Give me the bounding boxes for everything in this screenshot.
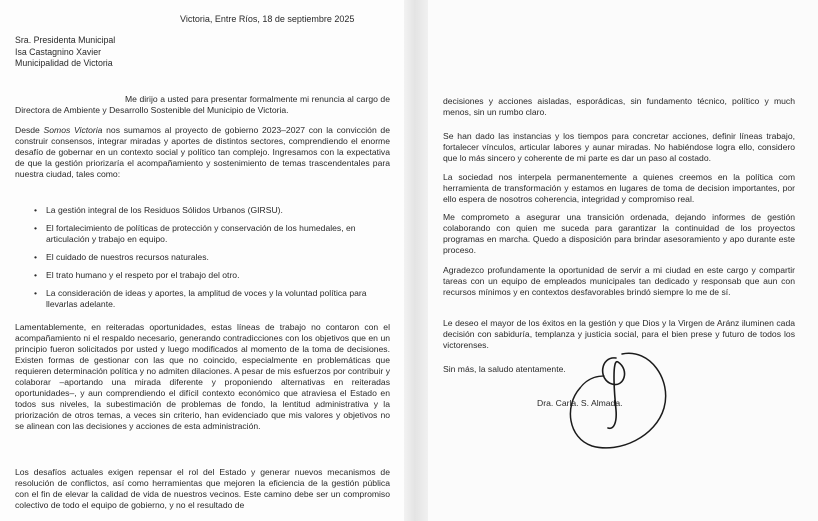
paragraph-decisiones: decisiones y acciones aisladas, esporádicas, sin fundamento técnico, político y much menos, sin un rumbo claro.	[443, 96, 795, 117]
dateline: Victoria, Entre Ríos, 18 de septiembre 2025	[180, 14, 355, 24]
paragraph-desafios: Los desafíos actuales exigen repensar el rol del Estado y generar nuevos mecanismos de resolución de conflictos, así como herramientas que mejoren la eficiencia de la gestión pública con el fin de elevar la calidad de vida de nuestros vecinos. Este camino debe ser un compromiso colectivo de todo el equipo de gobierno, y no el resultado de	[15, 467, 390, 510]
paragraph-agradecimiento: Agradezco profundamente la oportunidad de servir a mi ciudad en este cargo y compartir tareas con un equipo de empleados municipales tan dedicado y responsab que aun con recursos mínimos y en contextos desfavorables brindó siempre lo me de sí.	[443, 265, 795, 297]
list-item: • El cuidado de nuestros recursos naturales.	[30, 252, 390, 263]
paragraph-instancias: Se han dado las instancias y los tiempos para concretar acciones, definir líneas trabajo, fortalecer vínculos, articular labores y aunar miradas. No habiéndose logra ello, considero que lo más sincero y coherente de mi parte es dar un paso al costado.	[443, 131, 795, 163]
addressee-title: Sra. Presidenta Municipal	[15, 35, 116, 45]
intro-text: Me dirijo a usted para presentar formalmente mi renuncia al cargo de Directora de Ambiente y Desarrollo Sostenible del Municipio de Victoria.	[15, 94, 390, 115]
addressee	[15, 35, 115, 70]
list-item: • El trato humano y el respeto por el trabajo del otro.	[30, 270, 390, 281]
p1-italic: Somos Victoria	[43, 125, 103, 135]
list-item: • La gestión integral de los Residuos Sólidos Urbanos (GIRSU).	[30, 205, 390, 216]
signer-name: Dra. Carla. S. Almada.	[537, 398, 623, 408]
addressee-institution: Municipalidad de Victoria	[15, 58, 113, 68]
paragraph-deseos: Le deseo el mayor de los éxitos en la gestión y que Dios y la Virgen de Aránz iluminen cada decisión con sabiduría, templanza y justicia social, para el bien prese y futuro de todos los victorenses.	[443, 318, 795, 350]
addressee-name: Isa Castagnino Xavier	[15, 46, 102, 57]
intro-paragraph	[15, 94, 390, 116]
p1-rest: nos sumamos al proyecto de gobierno 2023–2027 con la convicción de construir consensos, integrar miradas y aportes de distintos sectores, comprendiendo el enorme desafío de gobernar en un contexto social y político tan complejo. Ingresamos con la expectativa de que la gestión priorizaría el acompañamiento y sostenimiento de temas trascendentales para nuestra ciudad, tales como:	[15, 125, 390, 179]
list-item: • La consideración de ideas y aportes, la amplitud de voces y la voluntad política para llevarlas adelante.	[30, 288, 390, 310]
paragraph-transicion: Me comprometo a asegurar una transición ordenada, dejando informes de gestión colaborando con quien me suceda para garantizar la continuidad de los proyectos programas en marcha. Quedo a disposición para brindar asesoramiento y apo durante este proceso.	[443, 212, 795, 255]
paragraph-sociedad: La sociedad nos interpela permanentemente a quienes creemos en la política com herramienta de transformación y estamos en lugares de toma de decision importantes, por ello espera de nosotros coherencia, integridad y compromiso real.	[443, 172, 795, 204]
paragraph-somos-victoria	[15, 125, 390, 180]
book-gutter	[404, 0, 428, 521]
closing-line: Sin más, la saludo atentamente.	[443, 364, 566, 374]
list-item: • El fortalecimiento de políticas de protección y conservación de los humedales, en articulación y trabajo en equipo.	[30, 223, 390, 245]
priorities-list	[30, 205, 390, 317]
paragraph-lamentablemente: Lamentablemente, en reiteradas oportunidades, estas líneas de trabajo no contaron con el acompañamiento ni el respaldo necesario, generando contradicciones con los objetivos que en un principio fueron solicitados por usted y luego modificados al momento de la toma de decisiones. Existen formas de gestionar con las que no coincido, especialmente en problemáticas que requieren determinación política y no admiten dilaciones. A pesar de mis esfuerzos por contribuir y colaborar –aportando una mirada diferente y proponiendo alternativas en reiteradas oportunidades–, y aun comprendiendo el difícil contexto económico que atraviesa el Estado en todos sus niveles, la subestimación de problemas de fondo, la lentitud administrativa y la priorización de otros temas, a veces sin criterio, han evidenciado que mis valores y objetivos no se alinean con las decisiones y acciones de esta administración.	[15, 322, 390, 431]
p1-lead: Desde	[15, 125, 44, 135]
